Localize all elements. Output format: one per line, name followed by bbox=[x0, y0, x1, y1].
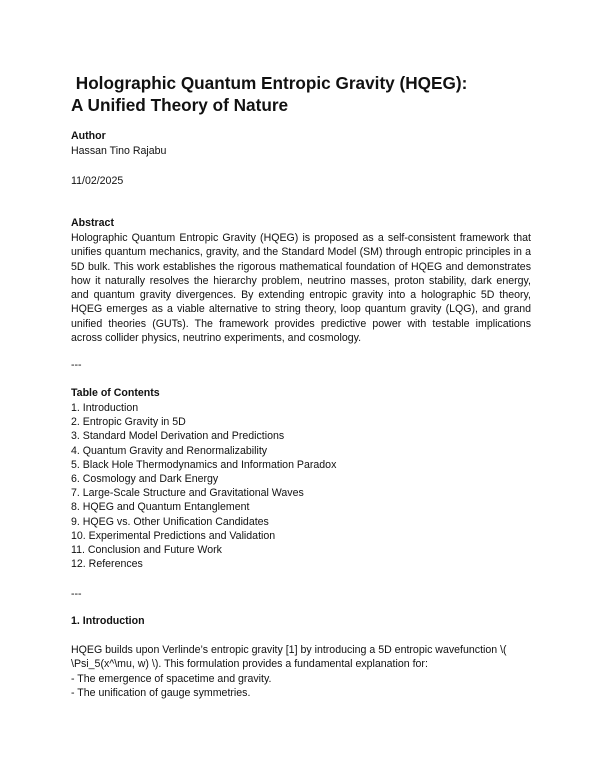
introduction-line: \Psi_5(x^\mu, w) \). This formulation provides a fundamental explanation for: bbox=[71, 658, 428, 671]
toc-item: 6. Cosmology and Dark Energy bbox=[71, 473, 219, 486]
toc-item: 8. HQEG and Quantum Entanglement bbox=[71, 501, 250, 514]
abstract-text: Holographic Quantum Entropic Gravity (HQEG) is proposed as a self-consistent framework that unifies quantum mechanics, gravity, and the Standard Model (SM) through entropic principles in a 5D bulk. This work establishes the rigorous mathematical foundation of HQEG and demonstrates how it naturally resolves the hierarchy problem, neutrino masses, proton stability, dark energy, and quantum gravity divergences. By extending entropic gravity into a holographic 5D theory, HQEG emerges as a viable alternative to string theory, loop quantum gravity (LQG), and grand unified theories (GUTs). The framework provides predictive power with testable implications across collider physics, neutrino experiments, and cosmology. bbox=[71, 232, 531, 345]
toc-item: 3. Standard Model Derivation and Predictions bbox=[71, 430, 285, 443]
toc-item: 9. HQEG vs. Other Unification Candidates bbox=[71, 515, 269, 528]
introduction-body bbox=[71, 643, 531, 700]
introduction-heading: 1. Introduction bbox=[71, 615, 145, 627]
toc-label: Table of Contents bbox=[71, 387, 160, 399]
toc-section bbox=[71, 386, 531, 571]
author-label: Author bbox=[71, 130, 106, 142]
introduction-bullets bbox=[71, 672, 531, 701]
introduction-line: HQEG builds upon Verlinde’s entropic gravity [1] by introducing a 5D entropic wavefunction \( bbox=[71, 644, 507, 656]
abstract-section bbox=[71, 216, 531, 345]
author-name: Hassan Tino Rajabu bbox=[71, 145, 167, 157]
toc-item: 2. Entropic Gravity in 5D bbox=[71, 416, 186, 429]
introduction-section bbox=[71, 614, 531, 629]
toc-list bbox=[71, 401, 531, 571]
toc-item: 12. References bbox=[71, 558, 143, 571]
separator-text: --- bbox=[71, 588, 82, 600]
bullet-item: - The emergence of spacetime and gravity. bbox=[71, 672, 272, 685]
paper-title bbox=[71, 72, 541, 116]
publication-date: 11/02/2025 bbox=[71, 175, 124, 187]
toc-item: 5. Black Hole Thermodynamics and Information Paradox bbox=[71, 458, 337, 471]
toc-item: 11. Conclusion and Future Work bbox=[71, 544, 222, 557]
title-line-1: Holographic Quantum Entropic Gravity (HQEG): bbox=[71, 73, 468, 93]
abstract-label: Abstract bbox=[71, 217, 114, 229]
toc-item: 4. Quantum Gravity and Renormalizability bbox=[71, 444, 268, 457]
separator-1 bbox=[71, 358, 531, 372]
title-line-2: A Unified Theory of Nature bbox=[71, 95, 289, 115]
separator-2 bbox=[71, 587, 531, 601]
bullet-item: - The unification of gauge symmetries. bbox=[71, 686, 251, 699]
date-section bbox=[71, 174, 531, 188]
toc-item: 10. Experimental Predictions and Validation bbox=[71, 529, 276, 542]
toc-item: 1. Introduction bbox=[71, 402, 139, 414]
author-section bbox=[71, 129, 531, 158]
separator-text: --- bbox=[71, 359, 82, 371]
toc-item: 7. Large-Scale Structure and Gravitational Waves bbox=[71, 487, 304, 500]
